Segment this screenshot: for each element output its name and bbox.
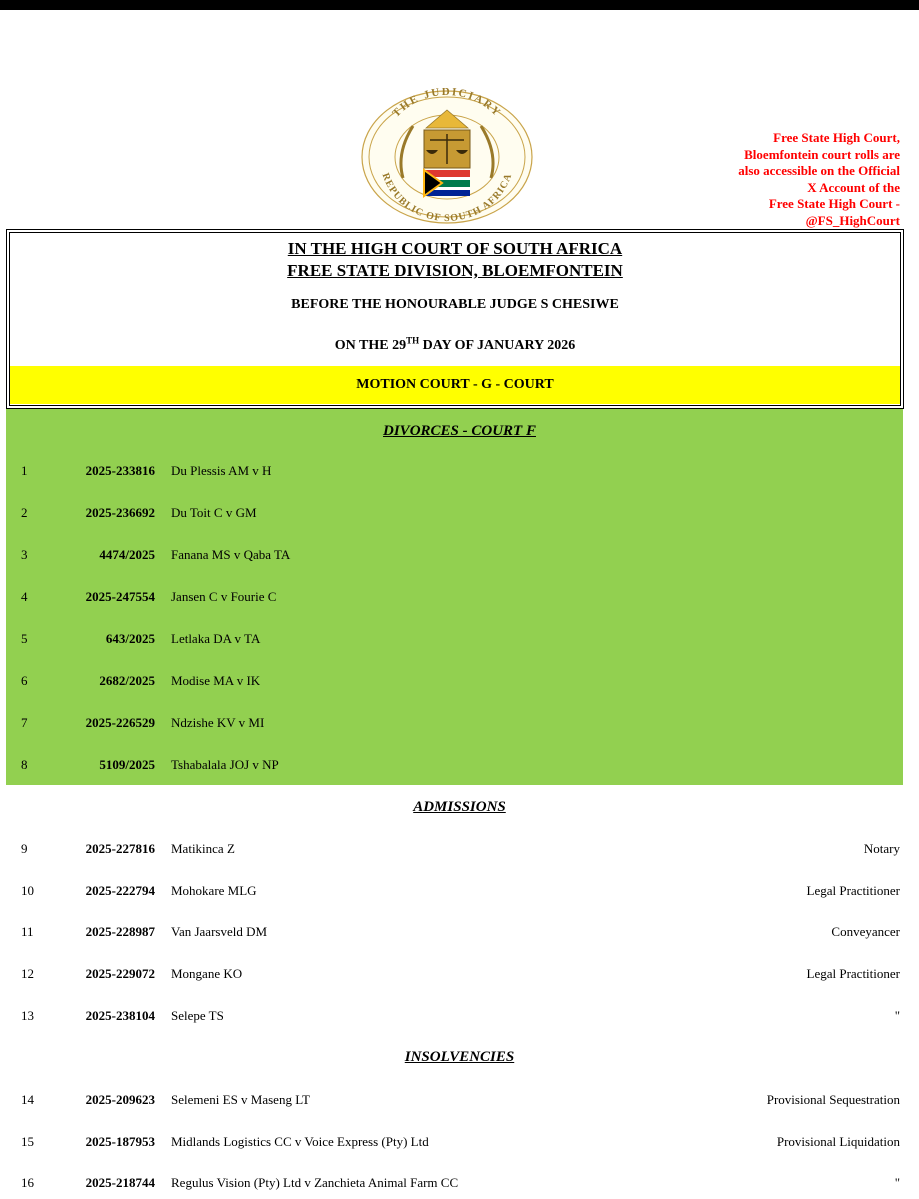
case-number: 2025-218744 [85,1175,155,1190]
date-rest: DAY OF JANUARY 2026 [419,338,576,353]
row-number: 10 [21,883,34,898]
row-number: 3 [21,547,28,562]
case-number: 5109/2025 [99,757,155,772]
row-number: 9 [21,841,28,856]
court-type-band: MOTION COURT - G - COURT [10,366,900,404]
row-number: 8 [21,757,28,772]
party-names: Matikinca Z [171,841,235,856]
row-number: 4 [21,589,28,604]
row-number: 5 [21,631,28,646]
row-number: 11 [21,924,34,939]
party-names: Letlaka DA v TA [171,631,261,646]
case-number: 2025-222794 [85,883,155,898]
party-names: Mohokare MLG [171,883,257,898]
court-name-line1: IN THE HIGH COURT OF SOUTH AFRICA [287,239,623,258]
row-number: 15 [21,1134,34,1149]
matter-type: Conveyancer [831,924,900,939]
row-number: 7 [21,715,28,730]
matter-type: Legal Practitioner [806,966,900,981]
row-number: 6 [21,673,28,688]
matter-type: " [894,1175,900,1190]
judiciary-seal-icon [358,88,536,226]
party-names: Mongane KO [171,966,243,981]
row-number: 14 [21,1092,34,1107]
table-row [0,1091,919,1109]
party-names: Selepe TS [171,1008,224,1023]
party-names: Ndzishe KV v MI [171,715,265,730]
party-names: Jansen C v Fourie C [171,589,277,604]
row-number: 12 [21,966,34,981]
court-header-box [6,229,904,409]
case-number: 2025-247554 [85,589,155,604]
row-number: 2 [21,505,28,520]
case-number: 2025-226529 [85,715,155,730]
party-names: Modise MA v IK [171,673,261,688]
table-row [0,840,919,858]
matter-type: Provisional Sequestration [766,1092,900,1107]
date-prefix: ON THE 29 [334,338,407,353]
table-row [0,1174,919,1192]
party-names: Midlands Logistics CC v Voice Express (Pty) Ltd [171,1134,429,1149]
case-number: 2025-227816 [85,841,155,856]
party-names: Du Toit C v GM [171,505,257,520]
table-row [0,882,919,900]
table-row [0,462,919,480]
notice-line: also accessible on the Official [738,163,900,178]
table-row [0,588,919,606]
party-names: Selemeni ES v Maseng LT [171,1092,310,1107]
case-number: 2025-209623 [85,1092,155,1107]
matter-type: " [894,1008,900,1023]
party-names: Van Jaarsveld DM [171,924,268,939]
table-row [0,1133,919,1151]
seal-bottom-text: REPUBLIC OF SOUTH AFRICA [379,171,515,225]
matter-type: Provisional Liquidation [776,1134,900,1149]
table-row [0,1007,919,1025]
case-number: 2025-236692 [85,505,155,520]
notice-line: X Account of the [807,179,900,195]
notice-line: Free State High Court, [773,130,900,145]
case-number: 2025-233816 [85,463,155,478]
party-names: Tshabalala JOJ v NP [171,757,279,772]
row-number: 16 [21,1175,34,1190]
section-title-admissions: ADMISSIONS [413,799,506,815]
row-number: 13 [21,1008,34,1023]
party-names: Fanana MS v Qaba TA [171,547,291,562]
table-row [0,965,919,983]
table-row [0,546,919,564]
table-row [0,756,919,774]
notice-line: Bloemfontein court rolls are [744,146,900,162]
case-number: 2025-229072 [85,966,155,981]
case-number: 4474/2025 [99,547,155,562]
party-names: Regulus Vision (Pty) Ltd v Zanchieta Animal Farm CC [171,1175,459,1190]
x-account-notice [680,130,900,229]
table-row [0,630,919,648]
table-row [0,923,919,941]
seal-top-text: THE JUDICIARY [390,88,504,120]
top-black-strip [0,0,919,10]
section-title-insolvencies: INSOLVENCIES [404,1049,515,1065]
court-name-line2: FREE STATE DIVISION, BLOEMFONTEIN [287,261,623,280]
case-number: 643/2025 [105,631,155,646]
row-number: 1 [21,463,28,478]
section-title-divorces: DIVORCES - COURT F [383,423,536,439]
matter-type: Legal Practitioner [806,883,900,898]
party-names: Du Plessis AM v H [171,463,272,478]
case-number: 2025-228987 [85,924,155,939]
judge-line: BEFORE THE HONOURABLE JUDGE S CHESIWE [291,297,619,312]
date-line [10,337,900,355]
case-number: 2025-187953 [85,1134,155,1149]
table-row [0,504,919,522]
notice-line: Free State High Court - [768,196,900,211]
date-suffix: TH [406,335,420,346]
case-number: 2025-238104 [85,1008,155,1023]
case-number: 2682/2025 [99,673,155,688]
notice-line: @FS_HighCourt [805,212,900,228]
table-row [0,714,919,732]
matter-type: Notary [863,841,900,856]
table-row [0,672,919,690]
